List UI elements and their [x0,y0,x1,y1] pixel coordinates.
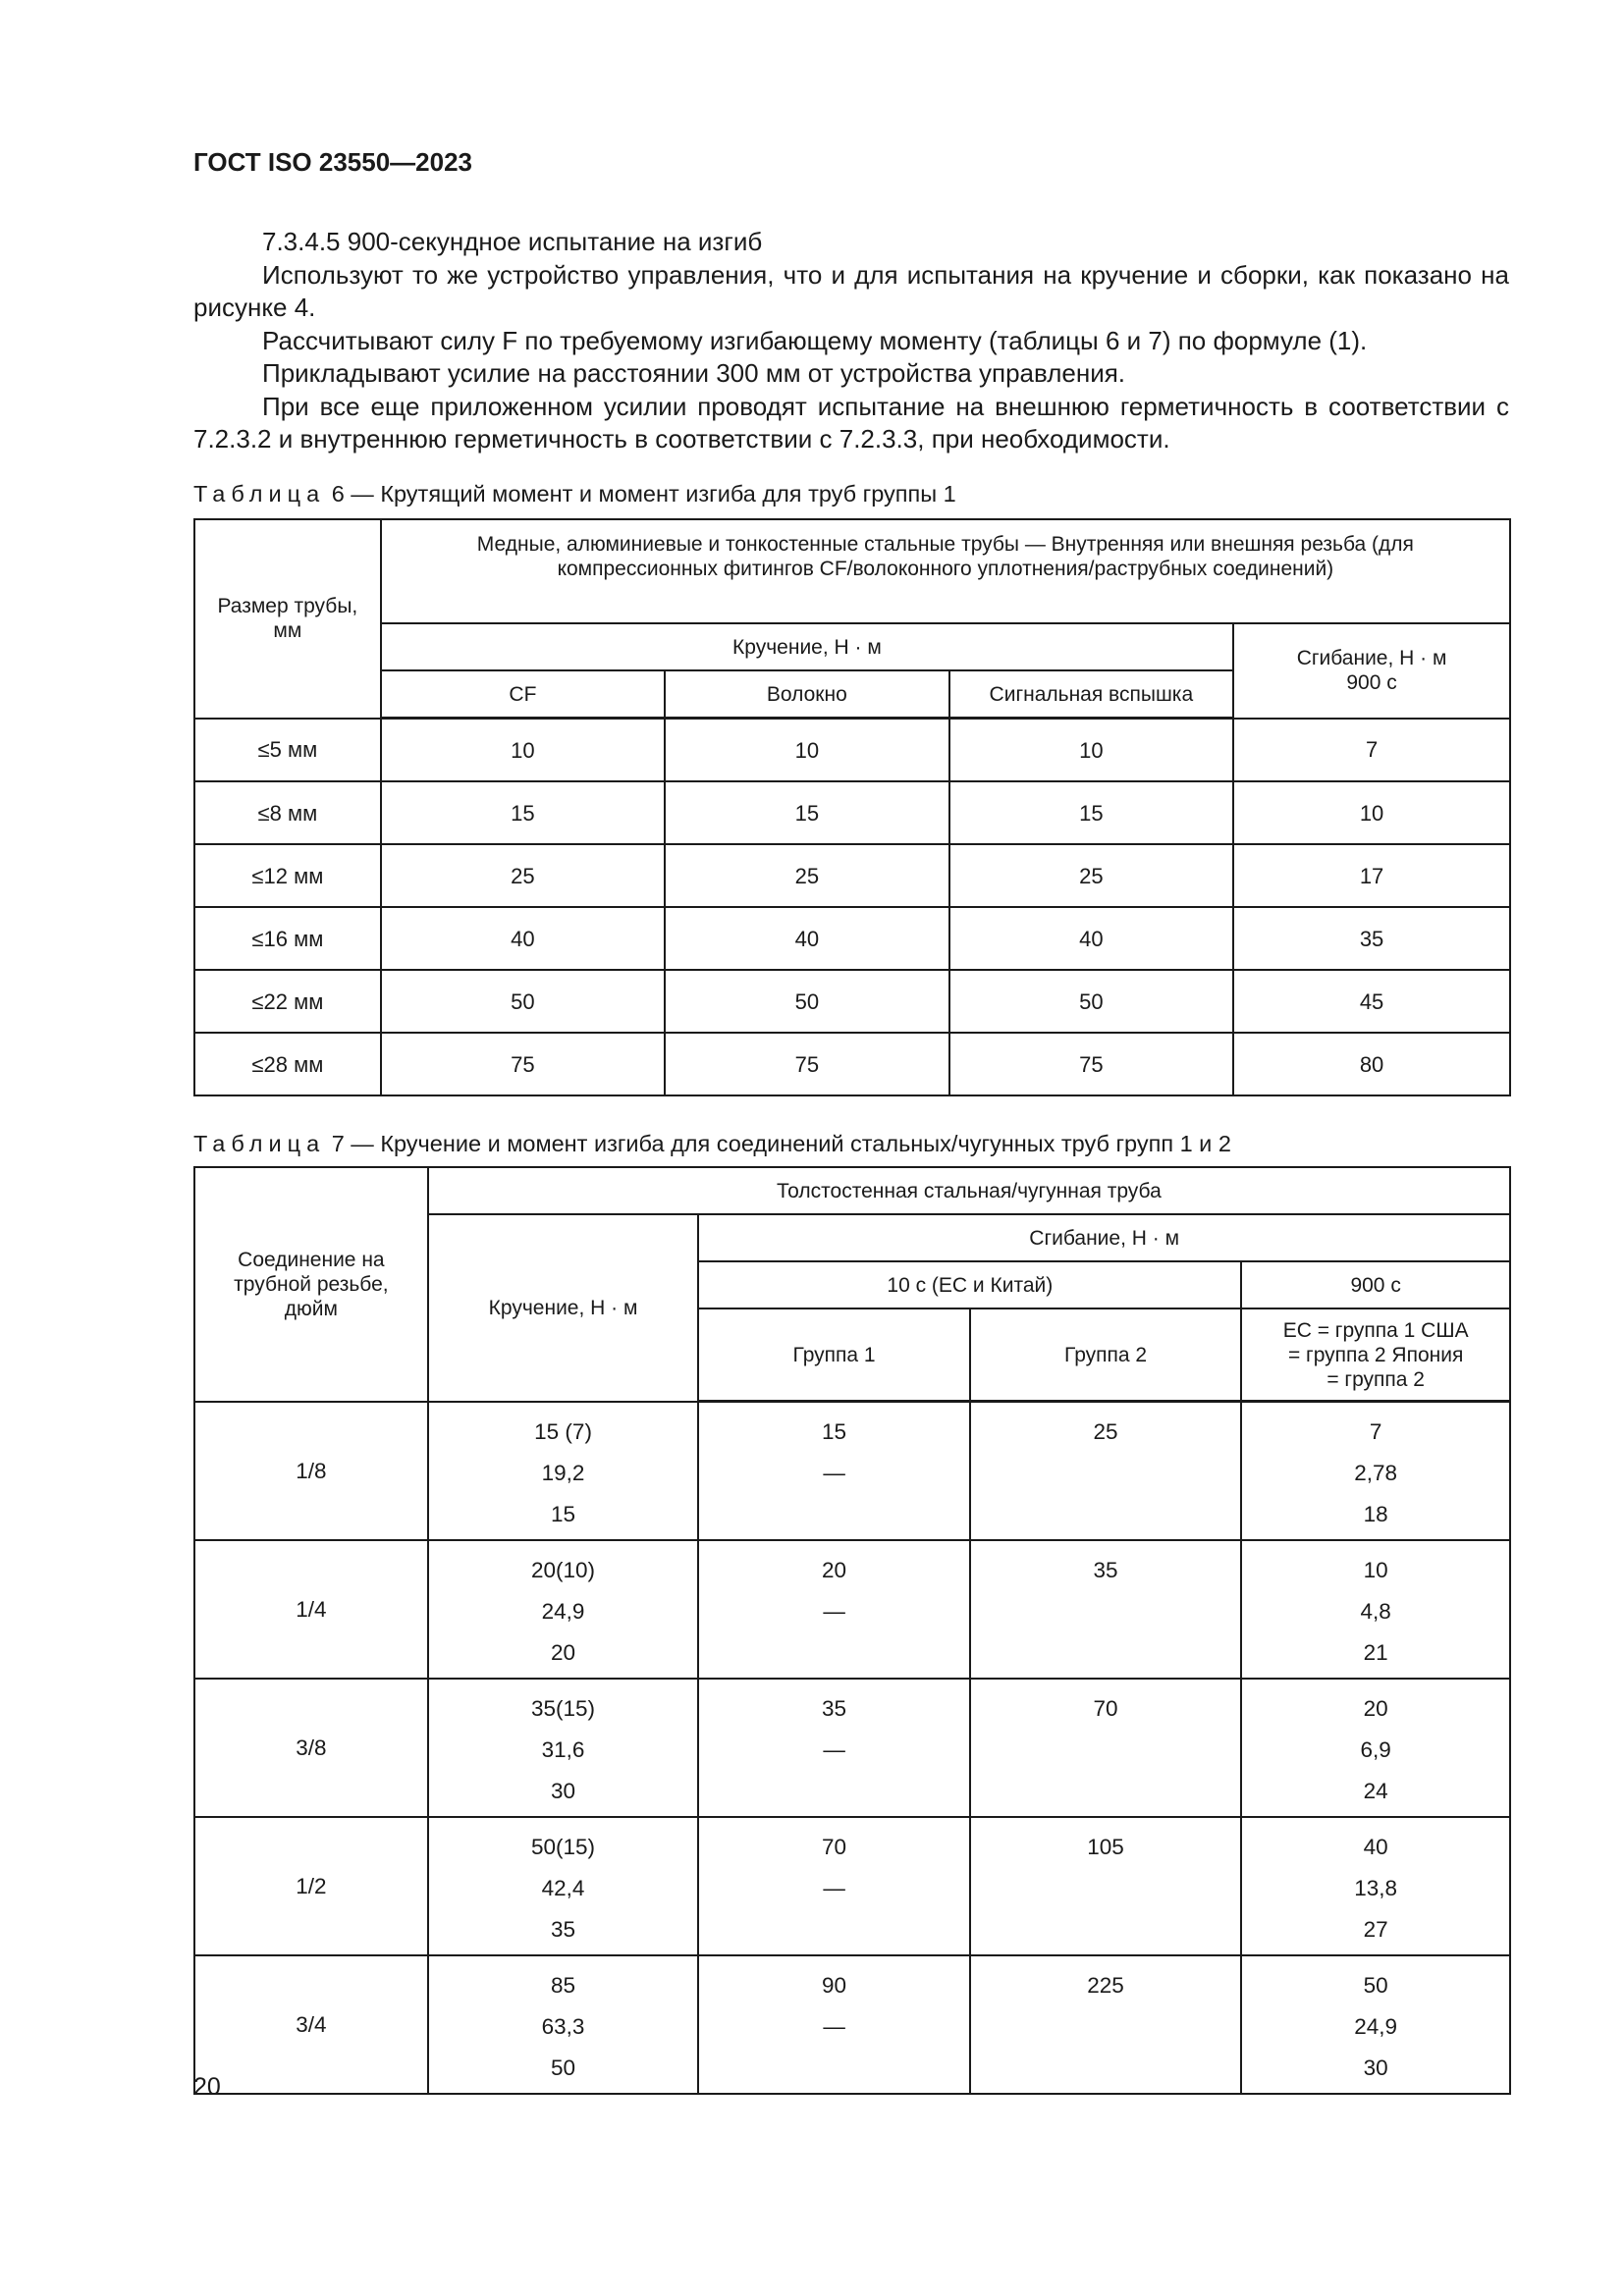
t7-group1-cell [698,1679,969,1817]
t7-torsion-header: Кручение, Н · м [428,1214,699,1402]
t7-value: 2,78 [1354,1461,1398,1485]
t7-value: 20 [822,1558,847,1582]
t7-group2-cell [970,1402,1241,1541]
paragraph [193,325,1509,358]
t6-cf: 25 [381,844,665,907]
t7-value: 18 [1363,1502,1388,1526]
t7-value: 13,8 [1354,1876,1398,1900]
t7-value: 24,9 [1354,2014,1398,2039]
t7-conn: 3/4 [194,1955,428,2094]
table-row [194,1955,1510,2094]
paragraph: Прикладывают усилие на расстоянии 300 мм от устройства управления. [262,358,1126,388]
t6-size: ≤22 мм [194,970,381,1033]
t7-value: 21 [1363,1640,1388,1665]
t7-group2-header: Группа 2 [970,1308,1241,1402]
t7-torsion-cell [428,1540,699,1679]
t7-value: 70 [822,1835,847,1859]
t7-torsion-cell [428,1817,699,1955]
t6-fiber: 75 [665,1033,948,1095]
t7-value: 6,9 [1360,1737,1391,1762]
t6-cf: 10 [381,719,665,782]
t6-sub-cf: CF [381,670,665,719]
t6-size: ≤8 мм [194,781,381,844]
page-number: 20 [193,2073,221,2101]
t7-group1-header: Группа 1 [698,1308,969,1402]
t7-conn: 3/8 [194,1679,428,1817]
t7-group1-cell [698,1402,969,1541]
t6-bend: 35 [1233,907,1510,970]
table-6 [193,518,1511,1096]
t6-flash: 10 [949,719,1234,782]
t7-value: 50 [551,2056,576,2080]
t7-value: 20 [1363,1696,1388,1721]
t7-value: 27 [1363,1917,1388,1942]
t7-value: 35 [551,1917,576,1942]
t6-bend: 17 [1233,844,1510,907]
paragraph-text: Рассчитывают силу F по требуемому изгибающему моменту (таблицы 6 и 7) по формуле (1). [262,325,1368,355]
t6-col-size-header: Размер трубы, мм [194,519,381,719]
paragraph: Используют то же устройство управления, что и для испытания на кручение и сборки, как показано на рисунке 4. [193,259,1509,322]
t6-group-header: Медные, алюминиевые и тонкостенные стальные трубы — Внутренняя или внешняя резьба (для компрессионных фитингов CF/волоконного уплотнения/раструбных соединений) [381,519,1510,623]
t7-value: 225 [1087,1973,1124,1998]
t7-value: 25 [1093,1419,1118,1444]
t7-value: 31,6 [541,1737,585,1762]
table-row [194,1817,1510,1955]
t7-value: — [823,1737,845,1762]
paragraph: При все еще приложенном усилии проводят испытание на внешнюю герметичность в соответствии с 7.2.3.2 и внутреннюю герметичность в соответствии с 7.2.3.3, при необходимости. [193,391,1509,454]
t6-bend: 7 [1233,719,1510,782]
table-row [194,844,1510,907]
t7-900s-cell [1241,1955,1510,2094]
t6-cf: 75 [381,1033,665,1095]
t7-900s-cell [1241,1679,1510,1817]
t7-value: — [823,1461,845,1485]
t6-flash: 15 [949,781,1234,844]
t7-value: — [823,1599,845,1624]
t7-value: — [823,1876,845,1900]
t6-flash: 25 [949,844,1234,907]
t7-conn: 1/8 [194,1402,428,1541]
table-row [194,1033,1510,1095]
t7-value: 30 [1363,2056,1388,2080]
t7-900s-cell [1241,1817,1510,1955]
t6-bend: 45 [1233,970,1510,1033]
t7-conn: 1/2 [194,1817,428,1955]
t6-sub-flash: Сигнальная вспышка [949,670,1234,719]
t7-value: 30 [551,1779,576,1803]
t7-group2-cell [970,1679,1241,1817]
table6-caption-word: Таблица [193,481,326,507]
t7-value: 19,2 [541,1460,585,1485]
document-header: ГОСТ ISO 23550—2023 [193,147,473,177]
t7-value: 15 [822,1419,847,1444]
t7-value: — [823,2014,845,2039]
body-text [193,226,1509,456]
table6-caption-text: 6 — Крутящий момент и момент изгиба для труб группы 1 [331,481,956,507]
t7-group2-cell [970,1540,1241,1679]
t7-value: 4,8 [1360,1599,1391,1624]
t7-bending-header: Сгибание, Н · м [698,1214,1510,1261]
t7-value: 50(15) [531,1835,596,1859]
t6-fiber: 25 [665,844,948,907]
t6-size: ≤12 мм [194,844,381,907]
t7-torsion-cell [428,1679,699,1817]
t7-value: 24 [1363,1779,1388,1803]
t7-group2-cell [970,1955,1241,2094]
t6-flash: 50 [949,970,1234,1033]
t6-bend: 10 [1233,781,1510,844]
t7-value: 20 [551,1640,576,1665]
t6-fiber: 50 [665,970,948,1033]
t7-value: 90 [822,1973,847,1998]
t7-value: 63,3 [541,2014,585,2039]
t7-group2-cell [970,1817,1241,1955]
t7-value: 15 [551,1501,576,1526]
t6-bending-header: Сгибание, Н · м 900 с [1233,623,1510,719]
t7-torsion-cell [428,1402,699,1541]
t6-size: ≤16 мм [194,907,381,970]
t7-900s-cell [1241,1540,1510,1679]
t7-value: 105 [1087,1835,1124,1859]
t6-sub-fiber: Волокно [665,670,948,719]
t6-size: ≤5 мм [194,719,381,782]
table-row [194,907,1510,970]
t6-bend: 80 [1233,1033,1510,1095]
t7-group1-cell [698,1540,969,1679]
table-row [194,1540,1510,1679]
t6-cf: 15 [381,781,665,844]
t7-value: 35 [1093,1558,1118,1582]
t6-flash: 40 [949,907,1234,970]
t7-group1-cell [698,1955,969,2094]
t7-value: 50 [1363,1973,1388,1998]
t7-torsion-cell [428,1955,699,2094]
t7-conn: 1/4 [194,1540,428,1679]
t7-value: 24,9 [541,1599,585,1624]
t7-col-conn-header: Соединение на трубной резьбе, дюйм [194,1167,428,1402]
t7-value: 20(10) [531,1558,596,1582]
t7-value: 42,4 [541,1876,585,1900]
table7-caption-word: Таблица [193,1131,326,1156]
t7-value: 85 [551,1973,576,1998]
section-heading: 7.3.4.5 900-секундное испытание на изгиб [262,227,763,256]
table-row [194,719,1510,782]
t6-fiber: 15 [665,781,948,844]
t6-flash: 75 [949,1033,1234,1095]
table-row [194,1402,1510,1541]
table-7 [193,1166,1511,2095]
t6-fiber: 40 [665,907,948,970]
t7-value: 7 [1369,1419,1382,1444]
table-row [194,1679,1510,1817]
t6-torsion-header: Кручение, Н · м [381,623,1233,670]
t7-value: 15 (7) [534,1418,592,1444]
t7-value: 40 [1363,1835,1388,1859]
t7-value: 35(15) [531,1696,596,1721]
t7-group-header: Толстостенная стальная/чугунная труба [428,1167,1510,1214]
t7-region-groups: ЕС = группа 1 США = группа 2 Япония = группа 2 [1241,1308,1510,1402]
table6-caption [193,481,956,507]
table-row [194,970,1510,1033]
t7-900s-cell [1241,1402,1510,1541]
table-row [194,781,1510,844]
t6-size: ≤28 мм [194,1033,381,1095]
t7-value: 10 [1363,1558,1388,1582]
t7-10s-header: 10 с (ЕС и Китай) [698,1261,1241,1308]
t6-cf: 40 [381,907,665,970]
t6-cf: 50 [381,970,665,1033]
t6-fiber: 10 [665,719,948,782]
t7-value: 35 [822,1696,847,1721]
t7-value: 70 [1093,1696,1118,1721]
t7-900s-header: 900 с [1241,1261,1510,1308]
table7-caption-text: 7 — Кручение и момент изгиба для соединений стальных/чугунных труб групп 1 и 2 [331,1131,1231,1156]
t7-group1-cell [698,1817,969,1955]
table7-caption [193,1131,1231,1157]
